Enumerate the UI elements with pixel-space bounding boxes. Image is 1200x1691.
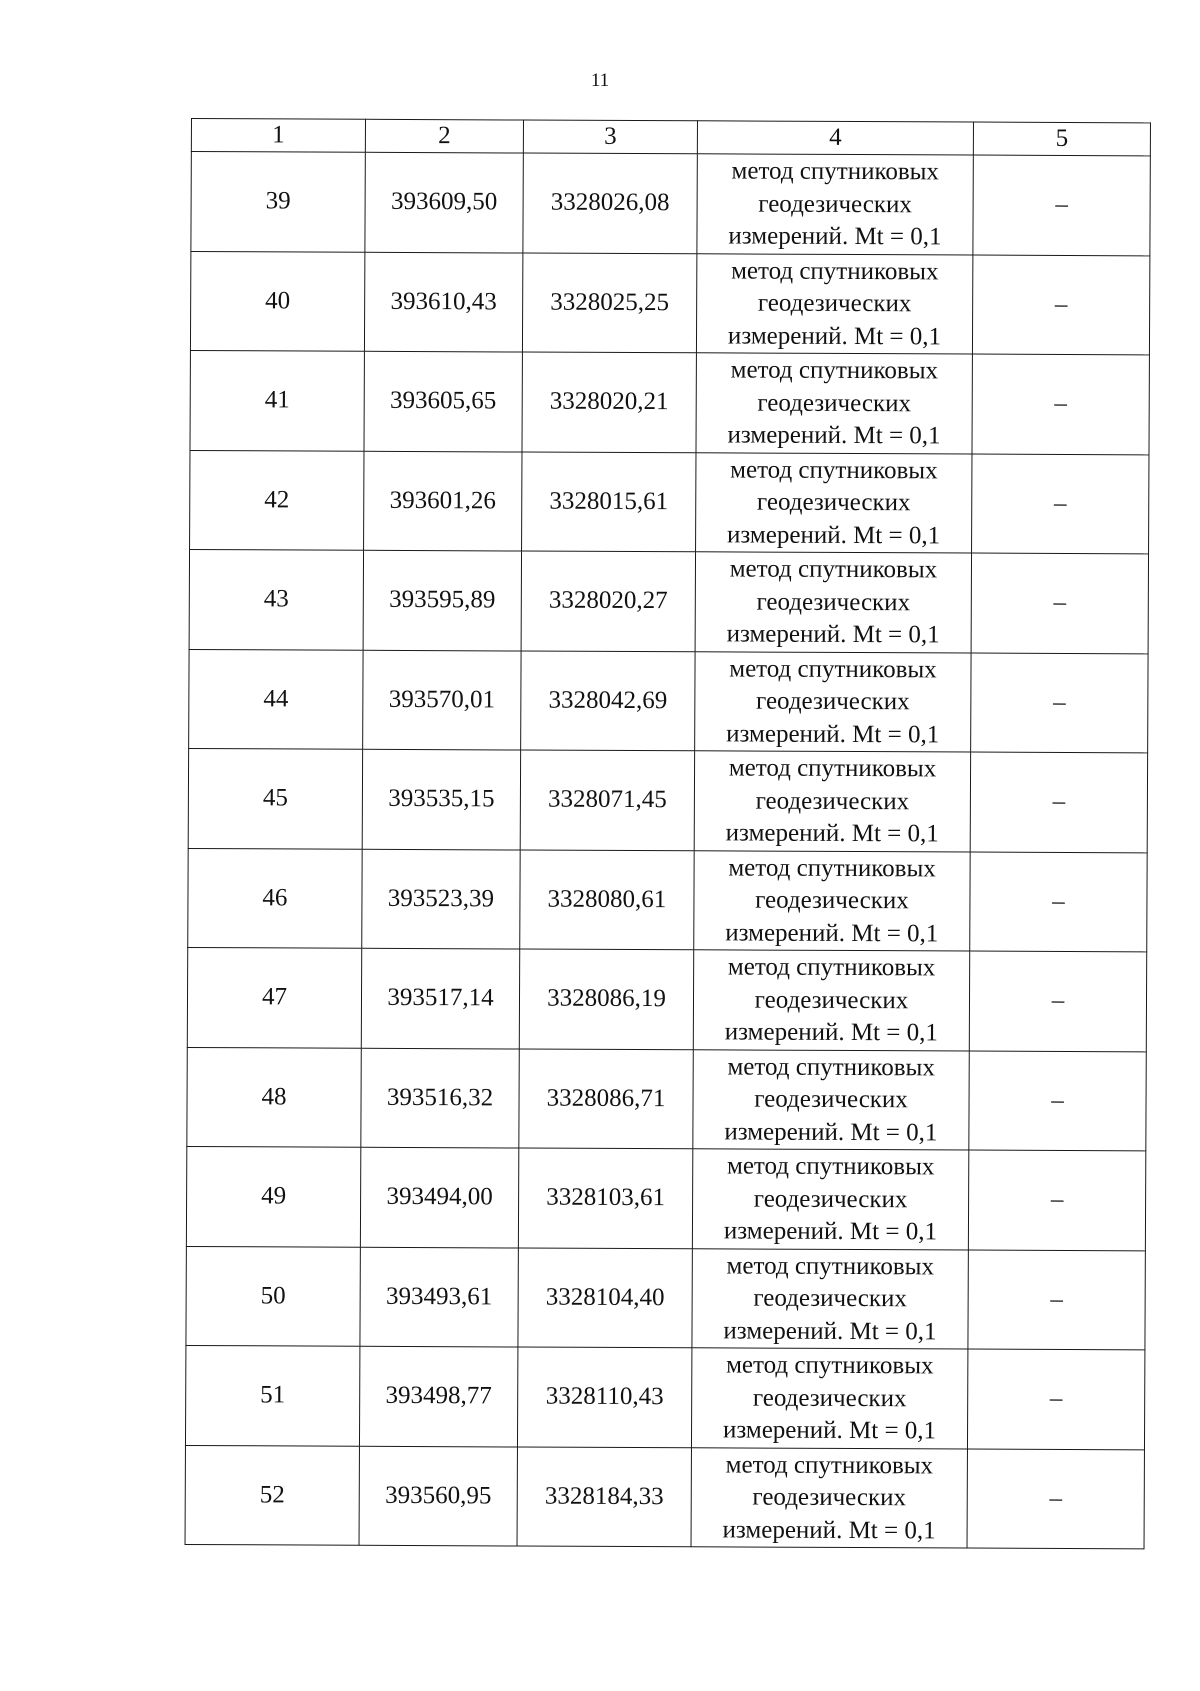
cell-coordinate-x: 393493,61 (360, 1247, 518, 1347)
cell-point-number: 49 (186, 1146, 360, 1246)
table-row (186, 1246, 1145, 1350)
cell-coordinate-y: 3328110,43 (517, 1347, 691, 1447)
table-body (185, 152, 1150, 1549)
cell-coordinate-x: 393535,15 (362, 749, 520, 849)
method-line-1: метод спутниковых (727, 953, 936, 982)
cell-note: – (971, 553, 1148, 653)
table-row (190, 450, 1149, 554)
cell-note: – (971, 653, 1148, 753)
method-line-3: измерений. Mt = 0,1 (727, 321, 942, 350)
cell-method (696, 253, 972, 354)
cell-coordinate-x: 393595,89 (363, 550, 521, 650)
cell-coordinate-x: 393523,39 (362, 849, 520, 949)
cell-coordinate-x: 393498,77 (359, 1346, 517, 1446)
column-header-4: 4 (697, 121, 973, 155)
cell-note: – (968, 1250, 1145, 1350)
method-line-3: измерений. Mt = 0,1 (728, 222, 942, 251)
cell-note: – (967, 1349, 1144, 1449)
cell-point-number: 52 (185, 1445, 359, 1545)
cell-coordinate-x: 393601,26 (364, 451, 522, 551)
method-line-3: измерений. Mt = 0,1 (722, 1416, 937, 1445)
cell-method (691, 1348, 967, 1449)
method-line-2: геодезических (754, 1085, 908, 1114)
cell-note: – (972, 354, 1149, 454)
method-line-2: геодезических (758, 190, 912, 218)
method-text (693, 1149, 968, 1249)
method-line-1: метод спутниковых (729, 654, 937, 683)
method-line-1: метод спутниковых (726, 1351, 934, 1380)
cell-coordinate-y: 3328103,61 (518, 1148, 692, 1248)
cell-coordinate-y: 3328015,61 (522, 452, 696, 552)
cell-method (694, 850, 970, 951)
method-line-3: измерений. Mt = 0,1 (723, 1316, 937, 1345)
method-line-2: геодезических (755, 787, 910, 815)
table-row (187, 1047, 1146, 1151)
cell-coordinate-x: 393517,14 (361, 948, 519, 1048)
table-row (185, 1345, 1144, 1449)
method-line-3: измерений. Mt = 0,1 (723, 1217, 938, 1246)
cell-note: – (969, 951, 1146, 1051)
cell-point-number: 50 (186, 1246, 360, 1346)
method-text (695, 652, 970, 752)
cell-note: – (967, 1449, 1144, 1549)
cell-method (696, 353, 972, 454)
cell-method (694, 751, 970, 852)
cell-method (697, 154, 973, 255)
method-text (694, 950, 969, 1050)
coordinates-table (185, 118, 1151, 1549)
method-text (696, 552, 971, 652)
method-text (697, 154, 972, 254)
table-row (189, 549, 1148, 653)
column-header-5: 5 (973, 122, 1150, 156)
table-row (185, 1445, 1144, 1549)
method-line-1: метод спутниковых (726, 1152, 935, 1181)
method-line-2: геодезических (755, 886, 909, 915)
method-line-2: геодезических (756, 588, 911, 616)
cell-coordinate-y: 3328184,33 (517, 1446, 691, 1546)
cell-coordinate-y: 3328071,45 (520, 750, 694, 850)
method-line-3: измерений. Mt = 0,1 (727, 421, 941, 450)
method-text (697, 254, 972, 354)
table-row (187, 947, 1146, 1051)
method-line-2: геодезических (756, 687, 910, 716)
cell-point-number: 47 (187, 947, 361, 1047)
table-row (188, 748, 1147, 852)
cell-coordinate-x: 393570,01 (363, 650, 521, 750)
method-line-1: метод спутниковых (728, 853, 936, 882)
method-line-3: измерений. Mt = 0,1 (722, 1515, 936, 1544)
method-text (696, 353, 971, 453)
cell-coordinate-x: 393516,32 (361, 1048, 519, 1148)
cell-coordinate-y: 3328020,27 (521, 551, 695, 651)
method-line-1: метод спутниковых (726, 1251, 935, 1280)
column-header-2: 2 (365, 119, 523, 153)
cell-point-number: 39 (191, 152, 365, 252)
method-line-2: геодезических (756, 488, 911, 517)
method-text (696, 453, 971, 553)
table-row (190, 251, 1149, 355)
cell-point-number: 45 (188, 748, 362, 848)
coordinates-table-container (185, 118, 1151, 1549)
cell-point-number: 40 (190, 251, 364, 351)
cell-method (696, 452, 972, 553)
cell-coordinate-x: 393605,65 (364, 351, 522, 451)
cell-method (692, 1149, 968, 1250)
method-line-2: геодезических (757, 389, 912, 417)
method-line-3: измерений. Mt = 0,1 (724, 1018, 938, 1047)
cell-coordinate-y: 3328026,08 (523, 153, 697, 253)
cell-method (691, 1447, 967, 1548)
cell-method (693, 950, 969, 1051)
cell-coordinate-y: 3328086,71 (519, 1048, 693, 1148)
column-header-3: 3 (523, 120, 697, 154)
method-line-2: геодезических (752, 1384, 907, 1412)
cell-coordinate-y: 3328025,25 (522, 253, 696, 353)
cell-note: – (970, 852, 1147, 952)
cell-method (695, 552, 971, 653)
method-line-2: геодезических (753, 1284, 908, 1313)
method-text (692, 1448, 967, 1548)
cell-note: – (968, 1150, 1145, 1250)
cell-method (692, 1248, 968, 1349)
method-line-1: метод спутниковых (730, 455, 938, 484)
method-line-3: измерений. Mt = 0,1 (725, 918, 939, 947)
cell-point-number: 43 (189, 549, 363, 649)
table-header-row (191, 119, 1150, 156)
table-row (188, 848, 1147, 952)
method-line-2: геодезических (752, 1483, 907, 1512)
method-line-1: метод спутниковых (725, 1450, 934, 1479)
cell-note: – (969, 1051, 1146, 1151)
cell-method (695, 651, 971, 752)
cell-point-number: 48 (187, 1047, 361, 1147)
method-text (692, 1249, 967, 1349)
method-line-1: метод спутниковых (727, 1052, 935, 1081)
method-text (693, 1050, 968, 1150)
cell-coordinate-x: 393609,50 (365, 152, 523, 252)
cell-method (693, 1049, 969, 1150)
method-text (695, 751, 970, 851)
cell-note: – (970, 752, 1147, 852)
cell-point-number: 41 (190, 350, 364, 450)
method-line-1: метод спутниковых (730, 356, 939, 385)
cell-note: – (973, 155, 1150, 255)
method-line-3: измерений. Mt = 0,1 (725, 819, 939, 848)
method-line-3: измерений. Mt = 0,1 (727, 520, 941, 549)
cell-coordinate-y: 3328020,21 (522, 352, 696, 452)
table-row (189, 649, 1148, 753)
method-line-1: метод спутниковых (731, 157, 940, 186)
table-row (190, 350, 1149, 454)
method-line-1: метод спутниковых (731, 256, 939, 285)
cell-coordinate-x: 393494,00 (360, 1147, 518, 1247)
method-line-3: измерений. Mt = 0,1 (724, 1117, 938, 1146)
table-row (191, 152, 1150, 256)
cell-coordinate-x: 393610,43 (364, 252, 522, 352)
method-line-1: метод спутниковых (729, 555, 938, 584)
cell-coordinate-y: 3328042,69 (521, 651, 695, 751)
table-row (186, 1146, 1145, 1250)
cell-coordinate-y: 3328086,19 (519, 949, 693, 1049)
cell-point-number: 51 (185, 1345, 359, 1445)
method-line-2: геодезических (754, 986, 909, 1014)
cell-point-number: 46 (188, 848, 362, 948)
method-text (694, 851, 969, 951)
cell-note: – (972, 255, 1149, 355)
method-line-2: геодезических (753, 1185, 908, 1213)
cell-coordinate-y: 3328080,61 (520, 850, 694, 950)
cell-coordinate-x: 393560,95 (359, 1446, 517, 1546)
cell-note: – (972, 454, 1149, 554)
cell-point-number: 42 (190, 450, 364, 550)
method-line-3: измерений. Mt = 0,1 (726, 719, 940, 748)
cell-point-number: 44 (189, 649, 363, 749)
page-number: 11 (590, 70, 610, 91)
column-header-1: 1 (191, 119, 365, 153)
method-text (692, 1348, 967, 1448)
method-line-2: геодезических (757, 289, 912, 318)
method-line-3: измерений. Mt = 0,1 (726, 620, 940, 649)
cell-coordinate-y: 3328104,40 (518, 1247, 692, 1347)
method-line-1: метод спутниковых (728, 754, 937, 783)
